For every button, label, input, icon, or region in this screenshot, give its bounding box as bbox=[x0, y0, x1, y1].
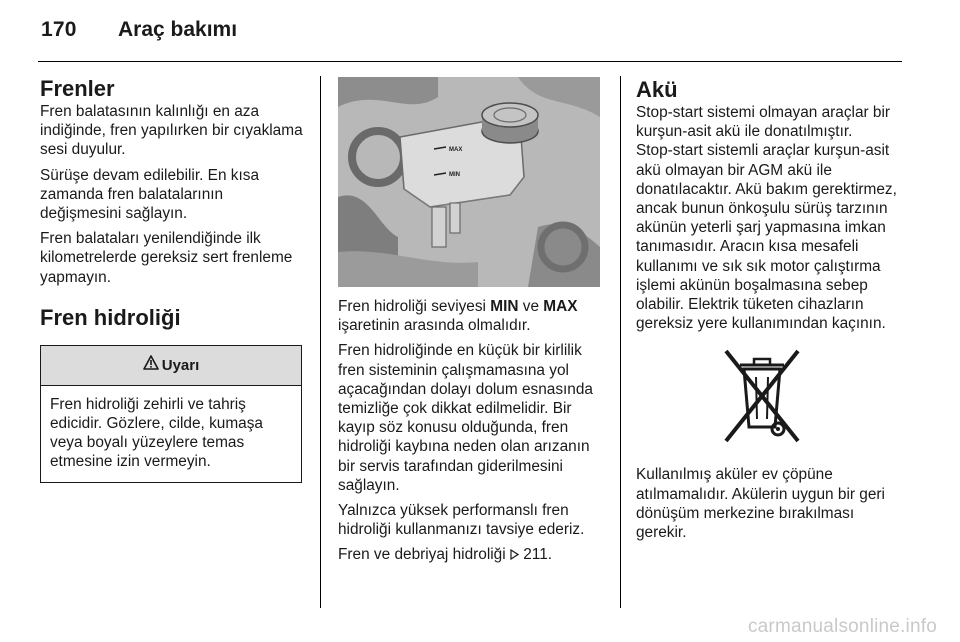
paragraph: Stop-start sistemi olmayan araçlar bir kurşun-asit akü ile donatılmıştır. bbox=[636, 104, 891, 141]
paragraph: Fren hidroliğinde en küçük bir kirlilik fren sisteminin çalışmamasına yol açacağından dolayı dolum esnasında temizliğe çok dikkat edilmelidir. Bir kayıp söz konusu olduğunda, fren hidroliği kaybına neden olan arızanın bir servis tarafından giderilmesini sağlayın. bbox=[338, 342, 593, 494]
paragraph-min-max: Fren hidroliği seviyesi MIN ve MAX işaretinin arasında olmalıdır. bbox=[338, 298, 578, 335]
warning-triangle-icon bbox=[143, 355, 159, 375]
left-column bbox=[40, 76, 308, 483]
right-column bbox=[636, 77, 904, 548]
page-number: 170 bbox=[41, 18, 77, 41]
warning-title: Uyarı bbox=[161, 356, 200, 374]
paragraph: Kullanılmış aküler ev çöpüne atılmamalıdır. Akülerin uygun bir geri dönüşüm merkezine bırakılması gerekir. bbox=[636, 466, 885, 542]
warning-header bbox=[41, 346, 301, 386]
header-title: Araç bakımı bbox=[118, 18, 238, 41]
page-reference: Fren ve debriyaj hidroliği 211. bbox=[338, 546, 553, 564]
reservoir-min-label: MIN bbox=[449, 172, 460, 178]
section-heading-frenler: Frenler bbox=[40, 76, 115, 101]
warning-box bbox=[40, 345, 302, 483]
section-heading-aku: Akü bbox=[636, 77, 678, 102]
middle-column bbox=[338, 77, 604, 571]
brake-fluid-reservoir-photo bbox=[338, 77, 600, 287]
warning-text: Fren hidroliği zehirli ve tahriş edicidir. Gözlere, cilde, kumaşa veya boyalı yüzeylere temas etmesine izin vermeyin. bbox=[50, 395, 263, 471]
reference-arrow-icon bbox=[510, 546, 519, 563]
paragraph: Stop-start sistemli araçlar kurşun-asit akü olmayan bir AGM akü ile donatılacaktır. Akü bakım gerektirmez, ancak bunun önkoşulu sürüş tarzının akünün yeterli şarj yapmasına imkan tanımasıdır. Aracın kısa mesafeli kullanımı ve sık sık motor çalıştırma işlemi akünün boşalmasına sebep olabilir. Elektrik tüketen cihazların gereksiz yere kullanımından kaçının. bbox=[636, 142, 897, 333]
column-divider-1 bbox=[320, 76, 321, 608]
watermark: carmanualsonline.info bbox=[747, 616, 937, 637]
reservoir-max-label: MAX bbox=[449, 147, 463, 153]
paragraph: Sürüşe devam edilebilir. En kısa zamanda fren balatalarının değişmesini sağlayın. bbox=[40, 166, 260, 223]
paragraph: Fren balatasının kalınlığı en aza indiğinde, fren yapılırken bir cıyaklama sesi duyulur. bbox=[40, 103, 303, 159]
section-heading-fren-hidroligi: Fren hidroliği bbox=[40, 304, 181, 330]
column-divider-2 bbox=[620, 76, 621, 608]
paragraph: Yalnızca yüksek performanslı fren hidroliği kullanmanızı tavsiye ederiz. bbox=[338, 502, 585, 539]
crossed-out-bin-icon bbox=[720, 345, 804, 449]
paragraph: Fren balataları yenilendiğinde ilk kilometrelerde gereksiz sert frenleme yapmayın. bbox=[40, 230, 293, 286]
header-rule bbox=[38, 61, 902, 62]
